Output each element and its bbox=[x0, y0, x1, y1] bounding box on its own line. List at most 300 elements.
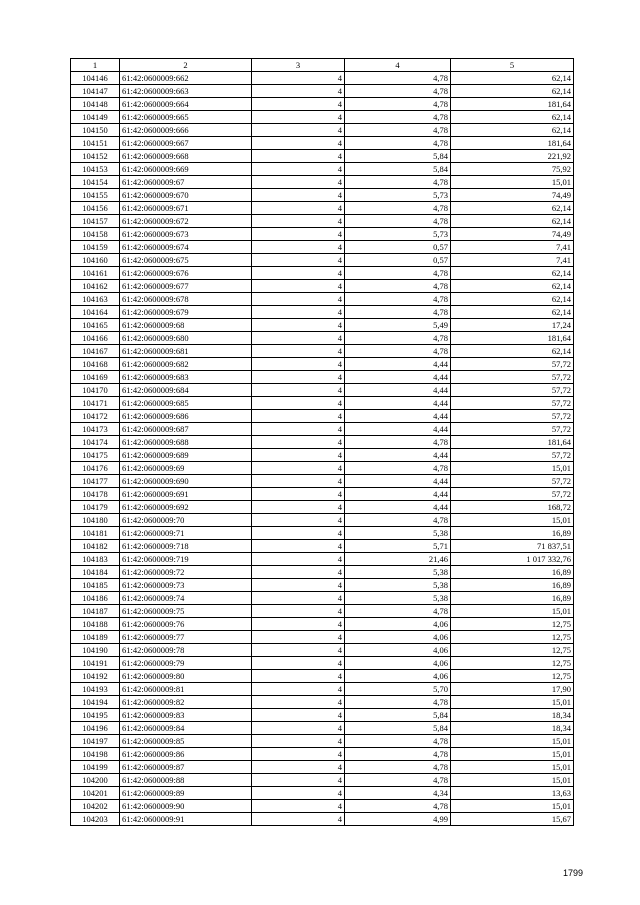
table-cell: 4 bbox=[252, 436, 345, 449]
table-cell: 104149 bbox=[71, 111, 120, 124]
table-cell: 15,01 bbox=[451, 514, 574, 527]
table-cell: 18,34 bbox=[451, 722, 574, 735]
table-cell: 17,90 bbox=[451, 683, 574, 696]
table-cell: 104151 bbox=[71, 137, 120, 150]
table-cell: 61:42:0600009:88 bbox=[120, 774, 252, 787]
table-row bbox=[71, 241, 574, 254]
table-cell: 57,72 bbox=[451, 358, 574, 371]
table-cell: 104201 bbox=[71, 787, 120, 800]
table-cell: 104175 bbox=[71, 449, 120, 462]
table-cell: 104197 bbox=[71, 735, 120, 748]
table-cell: 4 bbox=[252, 410, 345, 423]
table-cell: 75,92 bbox=[451, 163, 574, 176]
table-cell: 62,14 bbox=[451, 111, 574, 124]
column-header: 4 bbox=[345, 59, 451, 72]
table-cell: 61:42:0600009:679 bbox=[120, 306, 252, 319]
table-cell: 181,64 bbox=[451, 332, 574, 345]
table-cell: 61:42:0600009:688 bbox=[120, 436, 252, 449]
table-cell: 61:42:0600009:675 bbox=[120, 254, 252, 267]
table-cell: 4,78 bbox=[345, 215, 451, 228]
table-row bbox=[71, 800, 574, 813]
data-table bbox=[70, 58, 574, 826]
table-cell: 62,14 bbox=[451, 72, 574, 85]
table-cell: 74,49 bbox=[451, 189, 574, 202]
table-cell: 4 bbox=[252, 124, 345, 137]
table-cell: 57,72 bbox=[451, 449, 574, 462]
table-row bbox=[71, 449, 574, 462]
table-row bbox=[71, 280, 574, 293]
table-cell: 5,38 bbox=[345, 592, 451, 605]
table-cell: 61:42:0600009:74 bbox=[120, 592, 252, 605]
table-cell: 4,78 bbox=[345, 761, 451, 774]
table-cell: 16,89 bbox=[451, 579, 574, 592]
table-cell: 61:42:0600009:692 bbox=[120, 501, 252, 514]
table-cell: 104196 bbox=[71, 722, 120, 735]
table-cell: 4,78 bbox=[345, 774, 451, 787]
table-cell: 61:42:0600009:671 bbox=[120, 202, 252, 215]
table-cell: 12,75 bbox=[451, 670, 574, 683]
table-row bbox=[71, 709, 574, 722]
table-cell: 15,01 bbox=[451, 605, 574, 618]
table-row bbox=[71, 267, 574, 280]
table-cell: 4,44 bbox=[345, 410, 451, 423]
table-cell: 104148 bbox=[71, 98, 120, 111]
table-row bbox=[71, 202, 574, 215]
table-cell: 4 bbox=[252, 371, 345, 384]
table-cell: 4 bbox=[252, 215, 345, 228]
table-row bbox=[71, 540, 574, 553]
table-cell: 57,72 bbox=[451, 410, 574, 423]
table-cell: 4,34 bbox=[345, 787, 451, 800]
table-row bbox=[71, 592, 574, 605]
table-cell: 4 bbox=[252, 605, 345, 618]
table-row bbox=[71, 228, 574, 241]
table-cell: 5,49 bbox=[345, 319, 451, 332]
table-cell: 12,75 bbox=[451, 657, 574, 670]
table-cell: 104146 bbox=[71, 72, 120, 85]
table-cell: 4 bbox=[252, 722, 345, 735]
table-cell: 104160 bbox=[71, 254, 120, 267]
table-cell: 61:42:0600009:91 bbox=[120, 813, 252, 826]
table-cell: 61:42:0600009:72 bbox=[120, 566, 252, 579]
table-cell: 61:42:0600009:85 bbox=[120, 735, 252, 748]
table-cell: 4 bbox=[252, 462, 345, 475]
table-cell: 61:42:0600009:662 bbox=[120, 72, 252, 85]
table-row bbox=[71, 774, 574, 787]
column-header: 2 bbox=[120, 59, 252, 72]
table-row bbox=[71, 657, 574, 670]
table-cell: 16,89 bbox=[451, 592, 574, 605]
table-cell: 4 bbox=[252, 813, 345, 826]
table-cell: 104170 bbox=[71, 384, 120, 397]
table-cell: 4 bbox=[252, 709, 345, 722]
table-cell: 4,06 bbox=[345, 670, 451, 683]
table-cell: 4 bbox=[252, 384, 345, 397]
table-cell: 104187 bbox=[71, 605, 120, 618]
table-cell: 104169 bbox=[71, 371, 120, 384]
table-cell: 104174 bbox=[71, 436, 120, 449]
table-cell: 4 bbox=[252, 540, 345, 553]
table-cell: 61:42:0600009:686 bbox=[120, 410, 252, 423]
table-cell: 61:42:0600009:76 bbox=[120, 618, 252, 631]
table-row bbox=[71, 176, 574, 189]
table-cell: 104202 bbox=[71, 800, 120, 813]
table-cell: 104161 bbox=[71, 267, 120, 280]
table-cell: 4 bbox=[252, 631, 345, 644]
table-body bbox=[71, 72, 574, 826]
table-cell: 104166 bbox=[71, 332, 120, 345]
table-cell: 7,41 bbox=[451, 254, 574, 267]
table-cell: 62,14 bbox=[451, 306, 574, 319]
table-cell: 4,78 bbox=[345, 202, 451, 215]
table-cell: 61:42:0600009:70 bbox=[120, 514, 252, 527]
table-cell: 1 017 332,76 bbox=[451, 553, 574, 566]
table-cell: 61:42:0600009:80 bbox=[120, 670, 252, 683]
table-cell: 4,78 bbox=[345, 72, 451, 85]
table-row bbox=[71, 683, 574, 696]
table-cell: 4,78 bbox=[345, 111, 451, 124]
table-cell: 61:42:0600009:71 bbox=[120, 527, 252, 540]
table-cell: 104198 bbox=[71, 748, 120, 761]
table-cell: 104153 bbox=[71, 163, 120, 176]
table-cell: 4,78 bbox=[345, 306, 451, 319]
table-cell: 4 bbox=[252, 475, 345, 488]
table-cell: 4 bbox=[252, 176, 345, 189]
table-cell: 104180 bbox=[71, 514, 120, 527]
table-cell: 61:42:0600009:81 bbox=[120, 683, 252, 696]
table-cell: 104199 bbox=[71, 761, 120, 774]
table-row bbox=[71, 72, 574, 85]
table-cell: 15,01 bbox=[451, 748, 574, 761]
table-row bbox=[71, 163, 574, 176]
table-cell: 4 bbox=[252, 657, 345, 670]
table-cell: 4,44 bbox=[345, 397, 451, 410]
table-cell: 4,78 bbox=[345, 176, 451, 189]
table-row bbox=[71, 124, 574, 137]
table-cell: 61:42:0600009:86 bbox=[120, 748, 252, 761]
table-cell: 104183 bbox=[71, 553, 120, 566]
table-row bbox=[71, 696, 574, 709]
table-row bbox=[71, 397, 574, 410]
table-cell: 12,75 bbox=[451, 631, 574, 644]
table-row bbox=[71, 553, 574, 566]
table-cell: 4 bbox=[252, 306, 345, 319]
table-row bbox=[71, 761, 574, 774]
table-cell: 61:42:0600009:677 bbox=[120, 280, 252, 293]
table-cell: 4 bbox=[252, 72, 345, 85]
table-cell: 61:42:0600009:673 bbox=[120, 228, 252, 241]
table-cell: 62,14 bbox=[451, 293, 574, 306]
table-cell: 4,78 bbox=[345, 293, 451, 306]
table-cell: 61:42:0600009:89 bbox=[120, 787, 252, 800]
table-cell: 104190 bbox=[71, 644, 120, 657]
table-cell: 61:42:0600009:67 bbox=[120, 176, 252, 189]
table-cell: 104152 bbox=[71, 150, 120, 163]
table-cell: 4 bbox=[252, 345, 345, 358]
table-row bbox=[71, 813, 574, 826]
table-header bbox=[71, 59, 574, 72]
table-cell: 4 bbox=[252, 150, 345, 163]
table-row bbox=[71, 566, 574, 579]
table-cell: 61:42:0600009:685 bbox=[120, 397, 252, 410]
table-row bbox=[71, 670, 574, 683]
table-cell: 62,14 bbox=[451, 345, 574, 358]
table-cell: 62,14 bbox=[451, 267, 574, 280]
header-row bbox=[71, 59, 574, 72]
table-cell: 0,57 bbox=[345, 241, 451, 254]
table-cell: 5,73 bbox=[345, 189, 451, 202]
table-cell: 4,78 bbox=[345, 735, 451, 748]
table-cell: 4,44 bbox=[345, 488, 451, 501]
table-cell: 4 bbox=[252, 644, 345, 657]
table-cell: 4 bbox=[252, 163, 345, 176]
table-cell: 5,84 bbox=[345, 150, 451, 163]
table-row bbox=[71, 618, 574, 631]
table-cell: 4 bbox=[252, 553, 345, 566]
table-cell: 104156 bbox=[71, 202, 120, 215]
table-cell: 61:42:0600009:672 bbox=[120, 215, 252, 228]
table-cell: 61:42:0600009:674 bbox=[120, 241, 252, 254]
table-cell: 15,01 bbox=[451, 800, 574, 813]
table-cell: 61:42:0600009:684 bbox=[120, 384, 252, 397]
table-cell: 61:42:0600009:69 bbox=[120, 462, 252, 475]
table-cell: 4,44 bbox=[345, 475, 451, 488]
table-cell: 61:42:0600009:691 bbox=[120, 488, 252, 501]
table-row bbox=[71, 631, 574, 644]
table-cell: 61:42:0600009:719 bbox=[120, 553, 252, 566]
table-cell: 62,14 bbox=[451, 202, 574, 215]
table-row bbox=[71, 189, 574, 202]
table-cell: 61:42:0600009:90 bbox=[120, 800, 252, 813]
table-cell: 5,84 bbox=[345, 163, 451, 176]
table-cell: 61:42:0600009:681 bbox=[120, 345, 252, 358]
table-row bbox=[71, 722, 574, 735]
table-cell: 4,78 bbox=[345, 696, 451, 709]
table-cell: 104158 bbox=[71, 228, 120, 241]
table-cell: 57,72 bbox=[451, 475, 574, 488]
table-cell: 57,72 bbox=[451, 371, 574, 384]
table-cell: 4,78 bbox=[345, 124, 451, 137]
table-cell: 4 bbox=[252, 488, 345, 501]
table-cell: 15,01 bbox=[451, 761, 574, 774]
table-cell: 18,34 bbox=[451, 709, 574, 722]
table-cell: 104179 bbox=[71, 501, 120, 514]
table-cell: 104171 bbox=[71, 397, 120, 410]
table-cell: 16,89 bbox=[451, 527, 574, 540]
table-cell: 181,64 bbox=[451, 98, 574, 111]
table-row bbox=[71, 410, 574, 423]
table-cell: 61:42:0600009:82 bbox=[120, 696, 252, 709]
table-cell: 61:42:0600009:73 bbox=[120, 579, 252, 592]
table-cell: 61:42:0600009:77 bbox=[120, 631, 252, 644]
table-cell: 4 bbox=[252, 527, 345, 540]
table-cell: 4 bbox=[252, 137, 345, 150]
table-cell: 61:42:0600009:68 bbox=[120, 319, 252, 332]
table-cell: 61:42:0600009:680 bbox=[120, 332, 252, 345]
table-cell: 4 bbox=[252, 423, 345, 436]
table-cell: 4 bbox=[252, 202, 345, 215]
table-cell: 4,78 bbox=[345, 98, 451, 111]
table-cell: 4 bbox=[252, 592, 345, 605]
table-cell: 4,06 bbox=[345, 618, 451, 631]
table-cell: 5,84 bbox=[345, 722, 451, 735]
table-row bbox=[71, 488, 574, 501]
table-row bbox=[71, 787, 574, 800]
table-cell: 61:42:0600009:683 bbox=[120, 371, 252, 384]
table-cell: 15,01 bbox=[451, 176, 574, 189]
table-cell: 61:42:0600009:666 bbox=[120, 124, 252, 137]
table-cell: 4 bbox=[252, 761, 345, 774]
table-cell: 4,78 bbox=[345, 436, 451, 449]
table-cell: 61:42:0600009:690 bbox=[120, 475, 252, 488]
table-cell: 4 bbox=[252, 293, 345, 306]
table-row bbox=[71, 384, 574, 397]
table-cell: 221,92 bbox=[451, 150, 574, 163]
table-cell: 104182 bbox=[71, 540, 120, 553]
table-cell: 104186 bbox=[71, 592, 120, 605]
table-cell: 104203 bbox=[71, 813, 120, 826]
table-row bbox=[71, 748, 574, 761]
table-cell: 104188 bbox=[71, 618, 120, 631]
table-cell: 4,78 bbox=[345, 514, 451, 527]
table-cell: 4,06 bbox=[345, 657, 451, 670]
table-cell: 4 bbox=[252, 358, 345, 371]
table-cell: 62,14 bbox=[451, 280, 574, 293]
table-cell: 15,01 bbox=[451, 774, 574, 787]
table-cell: 4 bbox=[252, 618, 345, 631]
table-row bbox=[71, 215, 574, 228]
table-cell: 12,75 bbox=[451, 618, 574, 631]
table-cell: 4 bbox=[252, 670, 345, 683]
column-header: 3 bbox=[252, 59, 345, 72]
table-cell: 61:42:0600009:668 bbox=[120, 150, 252, 163]
table-row bbox=[71, 579, 574, 592]
table-row bbox=[71, 254, 574, 267]
table-cell: 17,24 bbox=[451, 319, 574, 332]
table-row bbox=[71, 527, 574, 540]
table-row bbox=[71, 371, 574, 384]
table-cell: 62,14 bbox=[451, 124, 574, 137]
table-cell: 104167 bbox=[71, 345, 120, 358]
table-cell: 4 bbox=[252, 449, 345, 462]
table-cell: 71 837,51 bbox=[451, 540, 574, 553]
table-cell: 74,49 bbox=[451, 228, 574, 241]
table-cell: 15,01 bbox=[451, 462, 574, 475]
table-cell: 4 bbox=[252, 787, 345, 800]
table-cell: 4 bbox=[252, 98, 345, 111]
table-cell: 4,78 bbox=[345, 345, 451, 358]
table-cell: 4,78 bbox=[345, 462, 451, 475]
table-cell: 5,38 bbox=[345, 579, 451, 592]
table-cell: 4,44 bbox=[345, 449, 451, 462]
table-cell: 4 bbox=[252, 111, 345, 124]
table-cell: 4,44 bbox=[345, 358, 451, 371]
table-cell: 57,72 bbox=[451, 397, 574, 410]
table-cell: 4,78 bbox=[345, 267, 451, 280]
table-cell: 104185 bbox=[71, 579, 120, 592]
table-cell: 104195 bbox=[71, 709, 120, 722]
table-cell: 4,06 bbox=[345, 644, 451, 657]
table-cell: 5,71 bbox=[345, 540, 451, 553]
table-cell: 4 bbox=[252, 267, 345, 280]
table-row bbox=[71, 85, 574, 98]
table-cell: 4,44 bbox=[345, 384, 451, 397]
table-cell: 104193 bbox=[71, 683, 120, 696]
table-cell: 4,78 bbox=[345, 800, 451, 813]
table-cell: 168,72 bbox=[451, 501, 574, 514]
table-row bbox=[71, 111, 574, 124]
table-cell: 4,44 bbox=[345, 371, 451, 384]
table-cell: 104168 bbox=[71, 358, 120, 371]
table-row bbox=[71, 436, 574, 449]
table-cell: 4 bbox=[252, 566, 345, 579]
table-cell: 61:42:0600009:718 bbox=[120, 540, 252, 553]
table-cell: 61:42:0600009:84 bbox=[120, 722, 252, 735]
table-cell: 15,01 bbox=[451, 696, 574, 709]
table-cell: 62,14 bbox=[451, 85, 574, 98]
table-cell: 4 bbox=[252, 501, 345, 514]
table-cell: 4,06 bbox=[345, 631, 451, 644]
table-cell: 104176 bbox=[71, 462, 120, 475]
table-row bbox=[71, 150, 574, 163]
table-cell: 61:42:0600009:87 bbox=[120, 761, 252, 774]
table-cell: 104162 bbox=[71, 280, 120, 293]
table-cell: 61:42:0600009:670 bbox=[120, 189, 252, 202]
table-cell: 4 bbox=[252, 85, 345, 98]
table-cell: 104181 bbox=[71, 527, 120, 540]
table-cell: 15,67 bbox=[451, 813, 574, 826]
table-cell: 13,63 bbox=[451, 787, 574, 800]
table-cell: 7,41 bbox=[451, 241, 574, 254]
table-cell: 104191 bbox=[71, 657, 120, 670]
table-row bbox=[71, 306, 574, 319]
table-cell: 104178 bbox=[71, 488, 120, 501]
table-cell: 4 bbox=[252, 683, 345, 696]
table-cell: 61:42:0600009:687 bbox=[120, 423, 252, 436]
table-cell: 57,72 bbox=[451, 488, 574, 501]
table-cell: 61:42:0600009:79 bbox=[120, 657, 252, 670]
table-cell: 4 bbox=[252, 397, 345, 410]
table-cell: 181,64 bbox=[451, 436, 574, 449]
table-row bbox=[71, 644, 574, 657]
table-row bbox=[71, 501, 574, 514]
table-row bbox=[71, 514, 574, 527]
table-cell: 57,72 bbox=[451, 423, 574, 436]
table-cell: 4 bbox=[252, 319, 345, 332]
table-cell: 4 bbox=[252, 228, 345, 241]
table-cell: 104165 bbox=[71, 319, 120, 332]
table-cell: 5,38 bbox=[345, 566, 451, 579]
table-cell: 104159 bbox=[71, 241, 120, 254]
table-cell: 12,75 bbox=[451, 644, 574, 657]
table-cell: 62,14 bbox=[451, 215, 574, 228]
table-cell: 104189 bbox=[71, 631, 120, 644]
table-cell: 104150 bbox=[71, 124, 120, 137]
table-cell: 104194 bbox=[71, 696, 120, 709]
table-cell: 4,99 bbox=[345, 813, 451, 826]
table-cell: 4,78 bbox=[345, 748, 451, 761]
table-row bbox=[71, 462, 574, 475]
table-cell: 4 bbox=[252, 514, 345, 527]
table-cell: 104192 bbox=[71, 670, 120, 683]
table-row bbox=[71, 293, 574, 306]
table-row bbox=[71, 605, 574, 618]
table-cell: 61:42:0600009:667 bbox=[120, 137, 252, 150]
table-cell: 4 bbox=[252, 748, 345, 761]
table-cell: 5,73 bbox=[345, 228, 451, 241]
table-cell: 61:42:0600009:75 bbox=[120, 605, 252, 618]
table-cell: 61:42:0600009:669 bbox=[120, 163, 252, 176]
